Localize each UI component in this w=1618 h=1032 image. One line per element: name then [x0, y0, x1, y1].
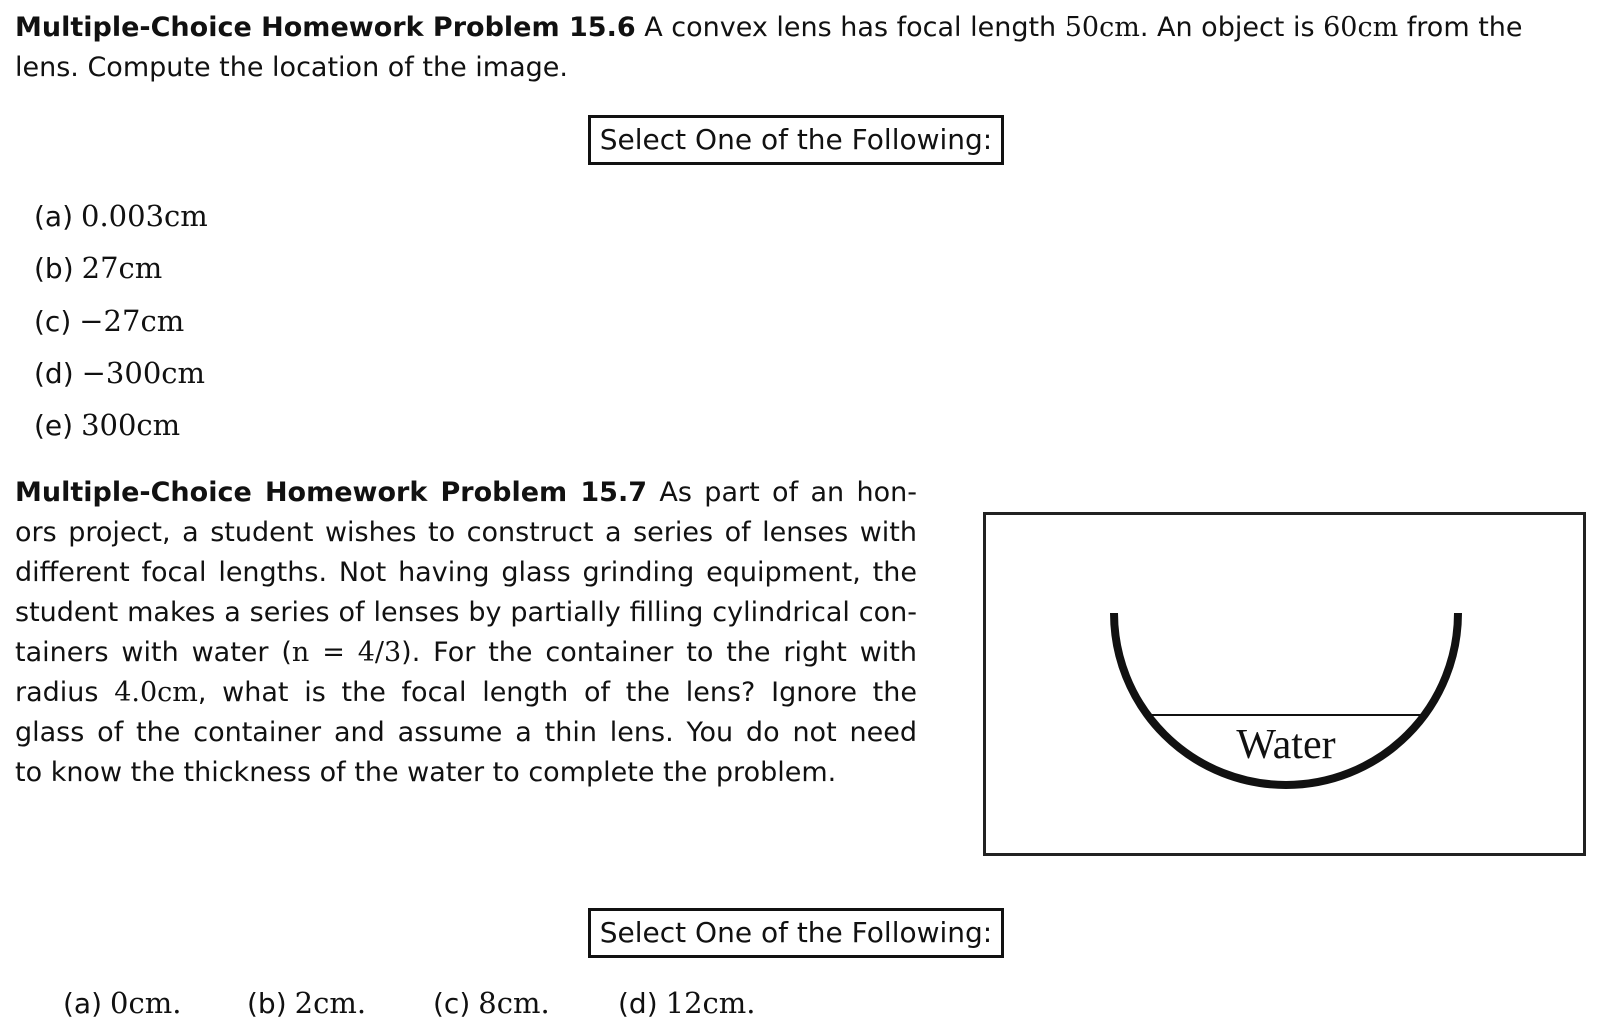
option-letter: (a): [34, 200, 74, 233]
option-value: 0.003cm: [81, 199, 208, 233]
select-one-label-2: Select One of the Following:: [588, 908, 1004, 958]
answer-option-b[interactable]: [34, 251, 162, 285]
text-segment: from the: [1398, 12, 1523, 43]
option-value: 27cm: [81, 251, 163, 285]
text-line: [15, 52, 568, 83]
option-letter: (d): [34, 357, 74, 390]
option-letter: (b): [34, 252, 74, 285]
answer-option-a[interactable]: [63, 986, 181, 1020]
text-segment: A convex lens has focal length: [635, 12, 1065, 43]
container-diagram: [983, 512, 1586, 856]
option-letter: (e): [34, 409, 74, 442]
option-letter: (b): [247, 987, 287, 1020]
text-segment: . An object is: [1139, 12, 1324, 43]
text-segment: different focal lengths. Not having glass grinding equipment, the: [15, 557, 917, 588]
answer-option-a[interactable]: [34, 199, 208, 233]
answer-option-d[interactable]: [618, 986, 756, 1020]
option-value: 8cm.: [478, 986, 550, 1020]
text-line: [15, 597, 917, 628]
text-line: [15, 557, 917, 588]
text-segment: to know the thickness of the water to complete the problem.: [15, 757, 837, 788]
water-container-figure: [986, 515, 1583, 853]
text-line: [15, 477, 917, 508]
option-letter: (c): [34, 305, 72, 338]
option-letter: (c): [433, 987, 471, 1020]
option-letter: (d): [618, 987, 658, 1020]
math-expression: 50cm: [1064, 12, 1140, 43]
text-line: [15, 717, 917, 748]
text-segment: ors project, a student wishes to construct a series of lenses with: [15, 517, 917, 548]
answer-option-c[interactable]: [34, 304, 184, 338]
text-segment: ). For the container to the right with: [401, 637, 918, 668]
water-label: Water: [1236, 722, 1336, 768]
text-segment: , what is the focal length of the lens? Ignore the: [197, 677, 917, 708]
problem-heading: Multiple-Choice Homework Problem 15.7: [15, 477, 648, 508]
problem-heading: Multiple-Choice Homework Problem 15.6: [15, 12, 636, 43]
text-segment: As part of an hon-: [647, 477, 917, 508]
math-expression: 60cm: [1323, 12, 1399, 43]
option-value: 2cm.: [294, 986, 367, 1020]
text-line: [15, 517, 917, 548]
answer-option-c[interactable]: [433, 986, 550, 1020]
option-value: 12cm.: [665, 986, 756, 1020]
option-value: 0cm.: [110, 986, 182, 1020]
option-letter: (a): [63, 987, 103, 1020]
math-expression: n = 4/3: [291, 637, 402, 668]
text-segment: radius: [15, 677, 115, 708]
text-segment: glass of the container and assume a thin lens. You do not need: [15, 717, 917, 748]
text-line: [15, 677, 917, 708]
option-value: −27cm: [79, 304, 185, 338]
text-line: [15, 757, 836, 788]
answer-option-e[interactable]: [34, 408, 180, 442]
text-segment: lens. Compute the location of the image.: [15, 52, 568, 83]
answer-option-d[interactable]: [34, 356, 205, 390]
math-expression: 4.0cm: [114, 677, 198, 708]
option-value: 300cm: [81, 408, 181, 442]
text-line: [15, 12, 1523, 43]
text-segment: student makes a series of lenses by partially filling cylindrical con-: [15, 597, 917, 628]
option-value: −300cm: [81, 356, 206, 390]
text-segment: tainers with water (: [15, 637, 292, 668]
answer-option-b[interactable]: [247, 986, 366, 1020]
select-one-label-1: Select One of the Following:: [588, 115, 1004, 165]
text-line: [15, 637, 917, 668]
